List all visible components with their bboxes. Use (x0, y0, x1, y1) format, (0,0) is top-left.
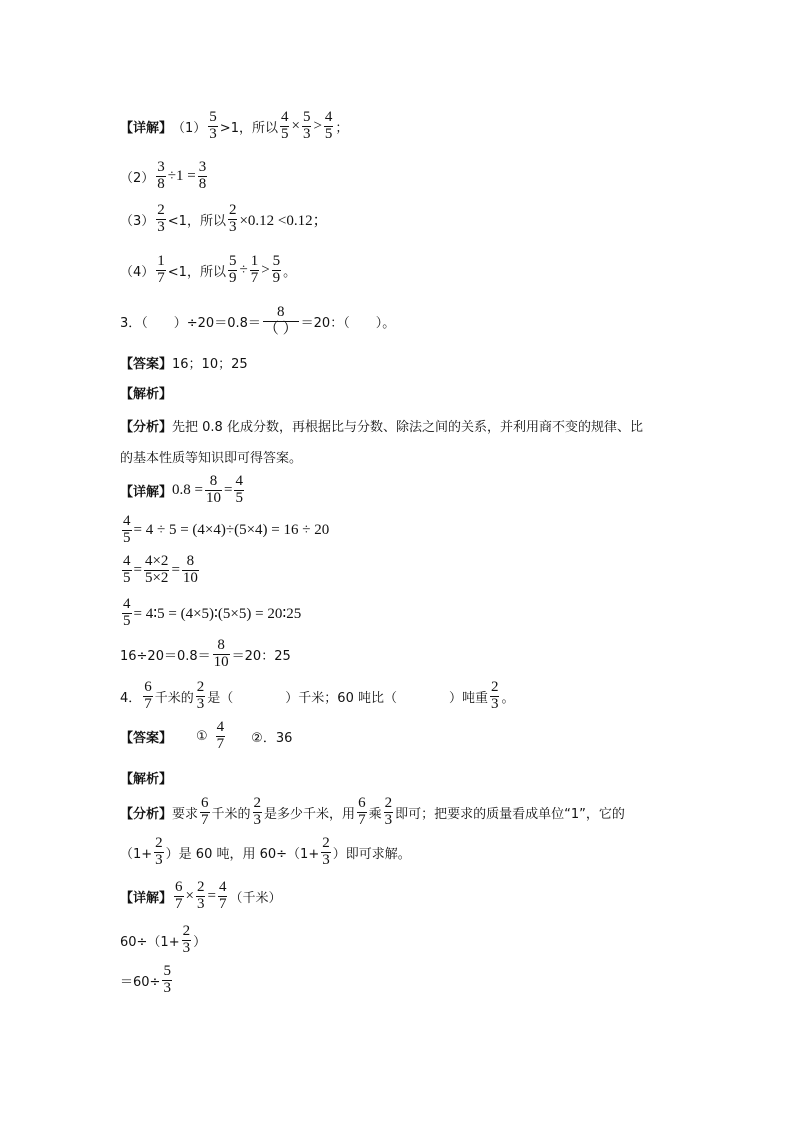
fraction: $\frac{4}{5}$ (123, 596, 131, 629)
operator: > (261, 261, 270, 278)
answer-tag: 【答案】 (120, 357, 173, 372)
fraction: $\frac{4}{7}$ (216, 719, 225, 752)
expression: 0.8 = (172, 481, 203, 498)
punct: 。 (501, 690, 515, 706)
fraction: $\frac{2}{3}$ (157, 202, 165, 235)
detail-line-2 (120, 160, 209, 193)
fraction: $\frac{5}{9}$ (272, 253, 281, 286)
analysis-text: 千米的 (211, 806, 251, 822)
question-text: 是（ ）千米；60 吨比（ ）吨重 (207, 690, 488, 706)
detail-4-line-a (120, 880, 281, 913)
answer-4 (120, 720, 292, 753)
analysis-text: 乘 (368, 806, 382, 822)
analysis-tag: 【解析】 (120, 772, 173, 787)
answer-tag: 【答案】 (120, 730, 173, 746)
text: <1，所以 (167, 264, 226, 280)
analysis-text: 是多少千米，用 (264, 806, 356, 822)
detail-line-3 (120, 203, 328, 236)
fraction: $\frac{2}{3}$ (322, 835, 330, 868)
expression: 60÷（1+ (120, 934, 180, 950)
operator: = (133, 561, 142, 578)
fraction: $\frac{3}{8}$ (157, 159, 165, 192)
expression: ×0.12 <0.12； (239, 212, 328, 229)
question-3 (120, 305, 395, 338)
punct: ； (335, 120, 349, 136)
detail-3-line-c (120, 554, 201, 587)
fraction: $\frac{2}{3}$ (196, 679, 205, 712)
fraction: $\frac{2}{3}$ (196, 879, 205, 912)
answer-text: 16；10；25 (172, 357, 248, 372)
answer-marker: ① (196, 728, 208, 744)
fraction: $\frac{4}{7}$ (218, 879, 227, 912)
fraction: $\frac{4\times 2}{5\times 2}$ (144, 553, 169, 586)
operator: × (185, 887, 194, 904)
item-number: （3） (120, 213, 155, 229)
punct: 。 (283, 264, 297, 280)
fraction: $\frac{2}{3}$ (182, 923, 191, 956)
detail-3-line-d (120, 597, 301, 630)
operator: > (313, 117, 322, 134)
fraction: $\frac{5}{9}$ (228, 253, 237, 286)
expression: = 4 ÷ 5 = (4×4)÷(5×4) = 16 ÷ 20 (133, 521, 330, 538)
analysis-text: ）是 60 吨，用 60÷（1+ (165, 846, 320, 862)
analysis-text: 即可；把要求的质量看成单位“1”，它的 (395, 806, 625, 822)
unit: （千米） (229, 890, 282, 906)
analysis-text: 要求 (172, 806, 199, 822)
operator: = (223, 481, 233, 498)
detail-3-line-e (120, 638, 291, 671)
detail-3-line-b (120, 514, 329, 547)
question-number: 4． (120, 690, 142, 706)
question-text: 千米的 (154, 690, 194, 706)
analysis-text: 先把 0.8 化成分数，再根据比与分数、除法之间的关系，并利用商不变的规律、比 (172, 420, 643, 435)
analysis-3-line-1 (120, 416, 643, 435)
fraction: $\frac{4}{5}$ (123, 513, 131, 546)
question-text: ＝20：（ ）。 (300, 315, 396, 331)
detail-4-line-b (120, 924, 206, 957)
fraction: $\frac{5}{3}$ (302, 109, 311, 142)
fraction: $\frac{4}{5}$ (123, 553, 131, 586)
expression: ＝60÷ (120, 974, 161, 990)
question-4 (120, 680, 515, 713)
text: <1，所以 (167, 213, 226, 229)
item-number: （4） (120, 264, 155, 280)
analysis-heading-4 (120, 768, 172, 787)
expression: ÷1 = (167, 167, 196, 184)
detail-tag: 【详解】 (120, 484, 173, 500)
analysis-text: 的基本性质等知识即可得答案。 (120, 451, 303, 466)
fraction: $\frac{6}{7}$ (358, 795, 366, 828)
operator: ÷ (239, 261, 248, 278)
analysis-tag: 【解析】 (120, 387, 173, 402)
item-number: （2） (120, 170, 155, 186)
fraction: $\frac{2}{3}$ (490, 679, 499, 712)
fraction: $\frac{3}{8}$ (198, 159, 207, 192)
analysis-label: 【分析】 (120, 806, 173, 822)
question-text: 3．（ ）÷20＝0.8＝ (120, 315, 261, 331)
fraction: $\frac{8}{10}$ (205, 473, 221, 506)
analysis-text: （1+ (120, 846, 153, 862)
answer-3 (120, 353, 248, 372)
fraction: $\frac{5}{3}$ (209, 109, 217, 142)
analysis-label: 【分析】 (120, 420, 173, 435)
fraction: $\frac{2}{3}$ (228, 202, 237, 235)
operator: = (171, 561, 180, 578)
fraction: $\frac{1}{7}$ (157, 253, 165, 286)
detail-tag: 【详解】 (120, 890, 173, 906)
fraction: $\frac{8}{( )}$ (263, 304, 298, 337)
operator: × (291, 117, 300, 134)
fraction: $\frac{1}{7}$ (250, 253, 259, 286)
fraction: $\frac{8}{10}$ (182, 553, 198, 586)
analysis-3-line-2 (120, 447, 302, 466)
fraction: $\frac{6}{7}$ (175, 879, 183, 912)
item-number: （1） (172, 120, 207, 136)
fraction: $\frac{2}{3}$ (253, 795, 262, 828)
detail-line-1 (120, 110, 348, 143)
fraction: $\frac{2}{3}$ (384, 795, 393, 828)
expression: ） (193, 934, 207, 950)
fraction: $\frac{4}{5}$ (280, 109, 289, 142)
expression: ＝20：25 (231, 648, 291, 664)
answer-marker: ②．36 (251, 730, 293, 746)
analysis-heading-3 (120, 383, 172, 402)
detail-line-4 (120, 254, 296, 287)
fraction: $\frac{2}{3}$ (155, 835, 163, 868)
fraction: $\frac{4}{5}$ (324, 109, 333, 142)
operator: = (207, 887, 216, 904)
text: >1，所以 (219, 120, 278, 136)
detail-3-line-a (120, 474, 246, 507)
expression: = 4∶5 = (4×5)∶(5×5) = 20∶25 (133, 605, 302, 622)
fraction: $\frac{6}{7}$ (201, 795, 209, 828)
analysis-text: ）即可求解。 (332, 846, 411, 862)
fraction: $\frac{8}{10}$ (213, 637, 229, 670)
detail-tag: 【详解】 (120, 120, 173, 136)
analysis-4-line-1 (120, 796, 625, 829)
fraction: $\frac{6}{7}$ (144, 679, 152, 712)
detail-4-line-c (120, 964, 174, 997)
expression: 16÷20＝0.8＝ (120, 648, 211, 664)
fraction: $\frac{4}{5}$ (235, 473, 243, 506)
analysis-4-line-2 (120, 836, 411, 869)
fraction: $\frac{5}{3}$ (163, 963, 171, 996)
